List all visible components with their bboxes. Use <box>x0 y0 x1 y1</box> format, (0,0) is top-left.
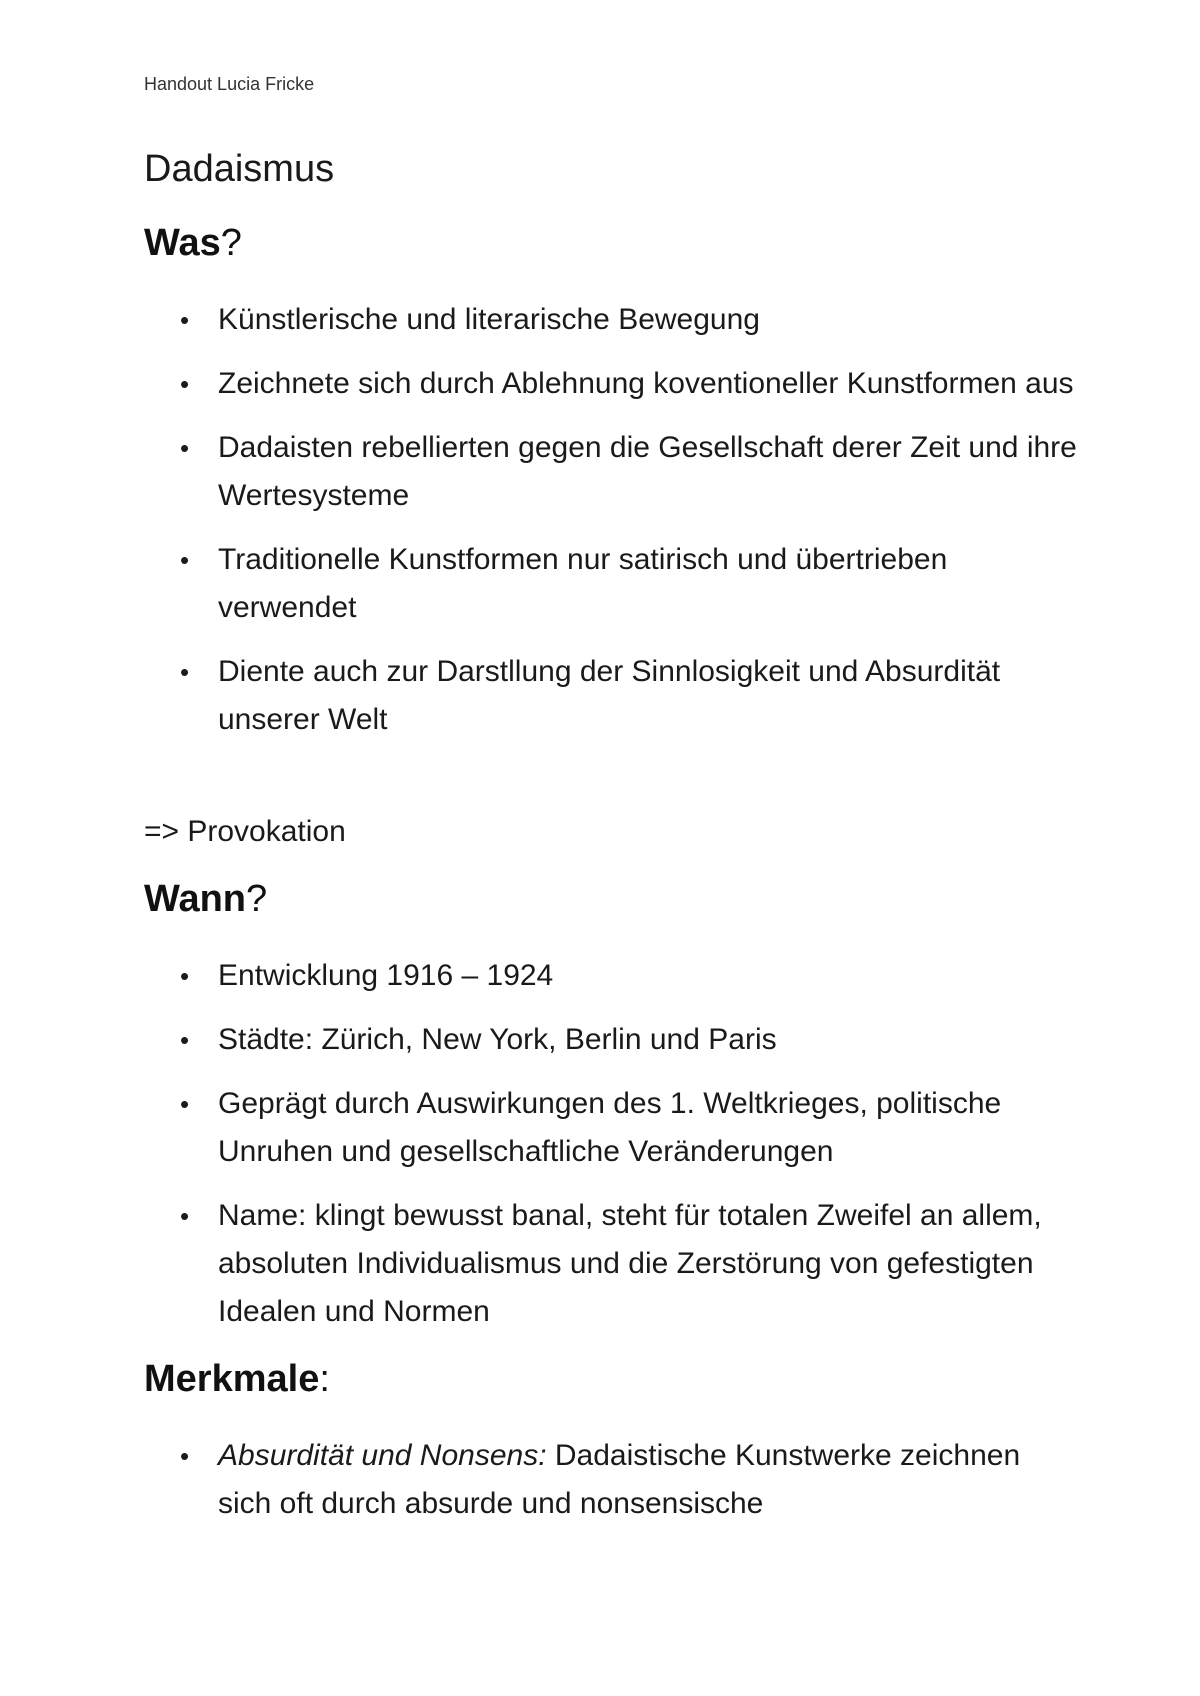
list-item <box>180 1192 1080 1336</box>
section-heading-punct: : <box>319 1358 330 1400</box>
bullet-icon: • <box>180 305 190 335</box>
list-item-text: Name: klingt bewusst banal, steht für totalen Zweifel an allem, absoluten Individualismus und die Zerstörung von gefestigten Idealen und Normen <box>218 1199 1042 1328</box>
list-item-text: Diente auch zur Darstllung der Sinnlosigkeit und Absurdität unserer Welt <box>218 655 1001 736</box>
bullet-list-wann <box>180 952 1080 1352</box>
document-title: Dadaismus <box>144 148 335 190</box>
bullet-icon: • <box>180 1441 190 1471</box>
section-heading-was <box>144 222 242 265</box>
conclusion-text: => Provokation <box>144 815 346 848</box>
section-heading-punct: ? <box>246 878 268 920</box>
bullet-icon: • <box>180 1089 190 1119</box>
bullet-icon: • <box>180 1201 190 1231</box>
bullet-icon: • <box>180 433 190 463</box>
section-heading-punct: ? <box>220 222 242 264</box>
list-item <box>180 424 1080 520</box>
list-item-text: Traditionelle Kunstformen nur satirisch und übertrieben verwendet <box>218 543 948 624</box>
bullet-list-merkmale <box>180 1432 1080 1544</box>
list-item <box>180 536 1080 632</box>
list-item-text: Künstlerische und literarische Bewegung <box>218 303 760 336</box>
list-item <box>180 648 1080 744</box>
list-item <box>180 1432 1080 1528</box>
section-heading-word: Wann <box>144 878 247 920</box>
list-item <box>180 1080 1080 1176</box>
bullet-icon: • <box>180 369 190 399</box>
section-heading-wann <box>144 878 267 921</box>
list-item <box>180 952 1080 1000</box>
list-item-text: Dadaistische Kunstwerke zeichnen sich oft durch absurde und nonsensische <box>218 1439 1021 1520</box>
page-header: Handout Lucia Fricke <box>144 74 315 94</box>
list-item-text: Dadaisten rebellierten gegen die Gesellschaft derer Zeit und ihre Wertesysteme <box>218 431 1077 512</box>
list-item-term: Absurdität und Nonsens: <box>218 1439 547 1472</box>
list-item-text: Zeichnete sich durch Ablehnung koventioneller Kunstformen aus <box>218 367 1074 400</box>
bullet-icon: • <box>180 961 190 991</box>
list-item <box>180 360 1080 408</box>
section-heading-word: Merkmale <box>144 1358 320 1400</box>
bullet-icon: • <box>180 1025 190 1055</box>
bullet-icon: • <box>180 657 190 687</box>
section-heading-merkmale <box>144 1358 330 1401</box>
list-item <box>180 296 1080 344</box>
list-item-text: Entwicklung 1916 – 1924 <box>218 959 554 992</box>
bullet-list-was <box>180 296 1080 760</box>
bullet-icon: • <box>180 545 190 575</box>
section-heading-word: Was <box>144 222 221 264</box>
list-item-text: Städte: Zürich, New York, Berlin und Paris <box>218 1023 777 1056</box>
list-item <box>180 1016 1080 1064</box>
list-item-text: Geprägt durch Auswirkungen des 1. Weltkrieges, politische Unruhen und gesellschaftliche Veränderungen <box>218 1087 1002 1168</box>
